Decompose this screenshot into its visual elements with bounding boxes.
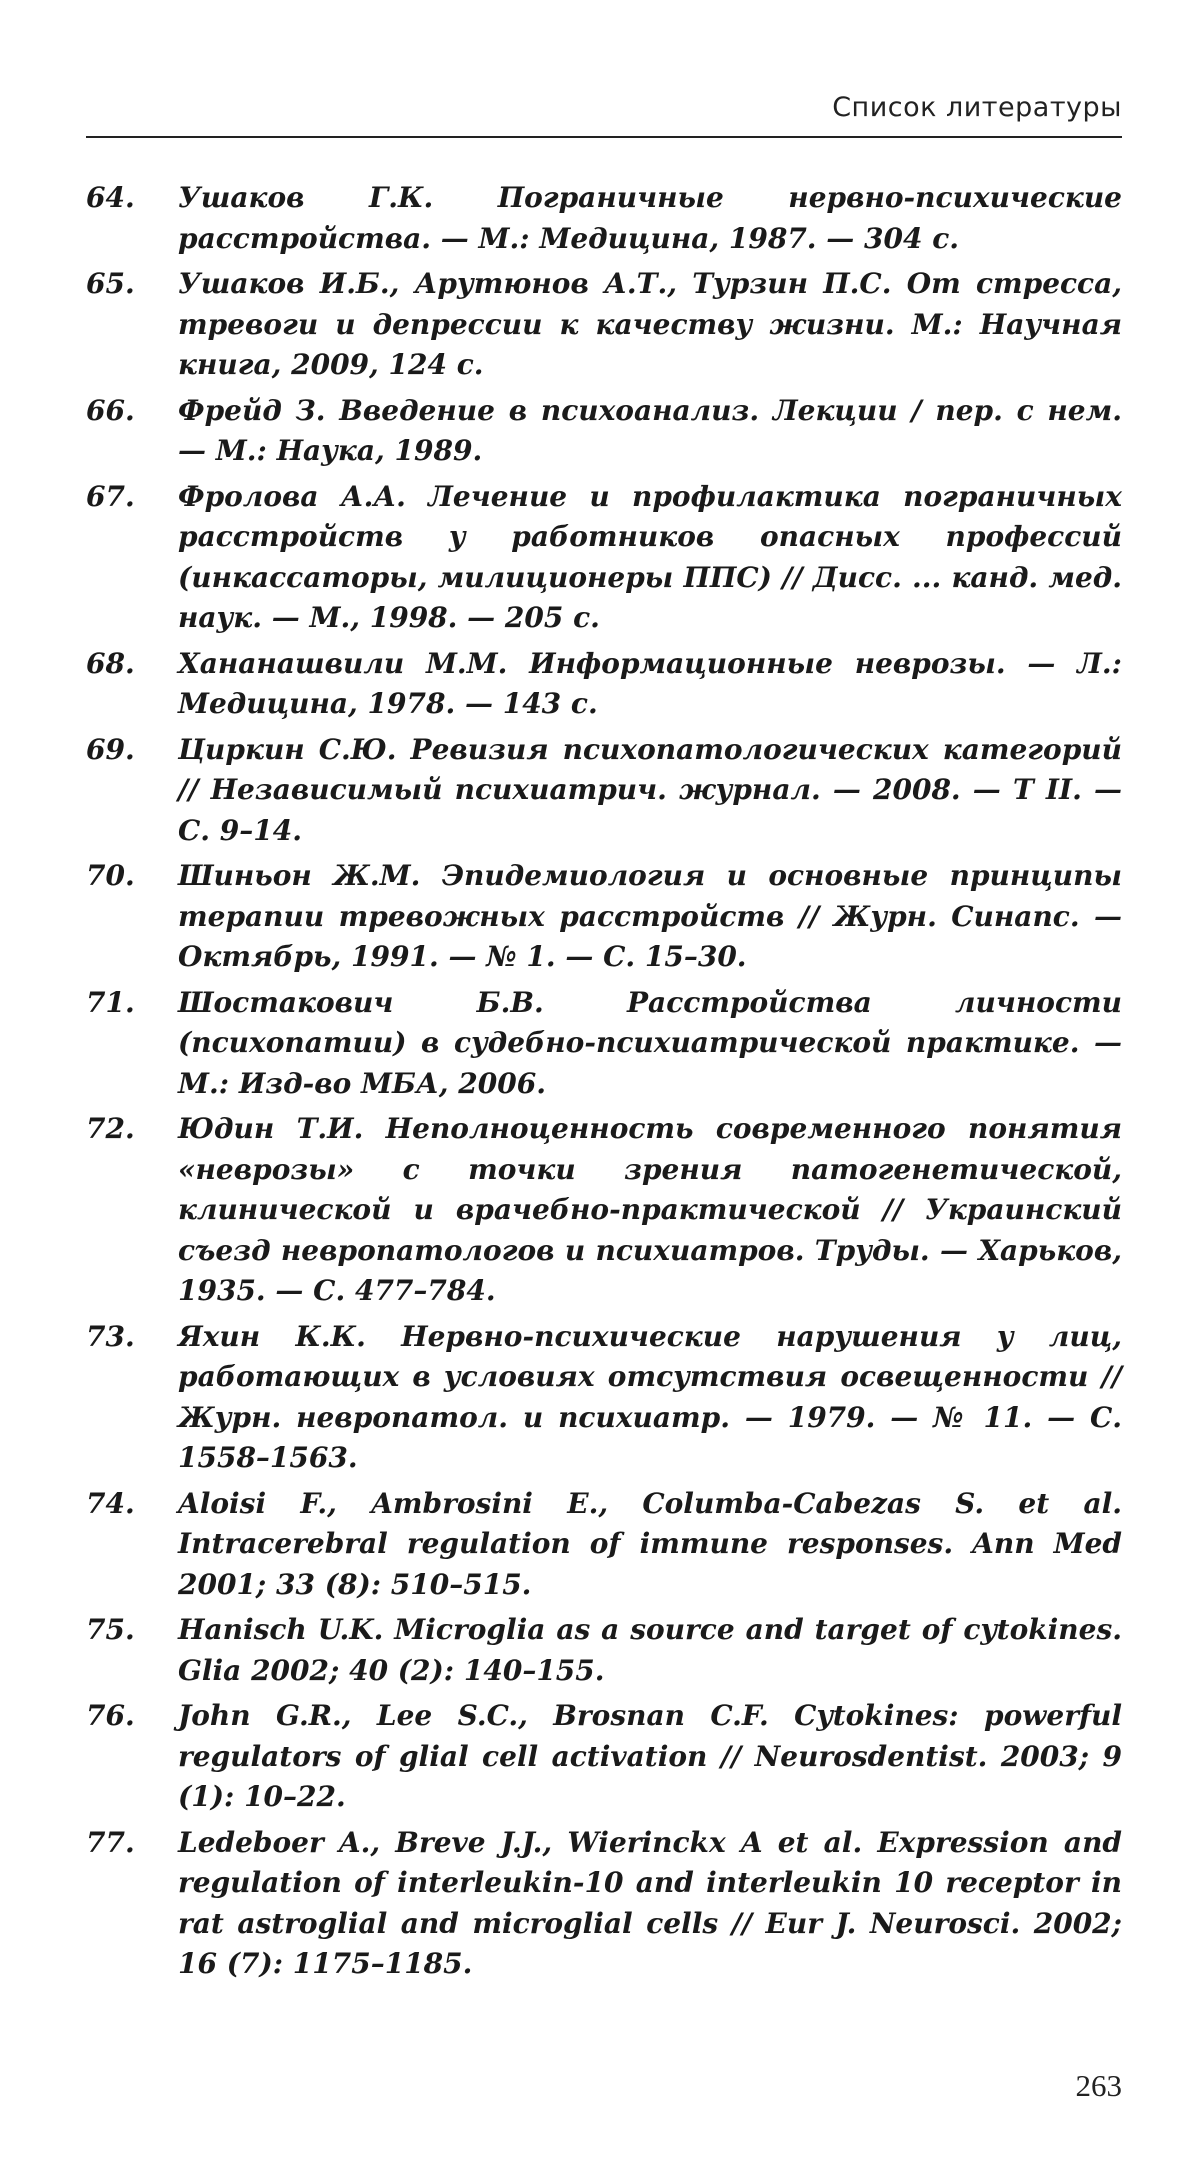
reference-text: Шостакович Б.В. Расстройства личности (психопатии) в судебно-психиатрической практике. — М.: Изд-во МБА, 2006. (178, 985, 1122, 1100)
reference-item (86, 477, 1122, 639)
reference-item (86, 644, 1122, 725)
reference-number: 70. (86, 859, 135, 892)
reference-item (86, 856, 1122, 978)
reference-text: Шиньон Ж.М. Эпидемиология и основные принципы терапии тревожных расстройств // Журн. Синапс. — Октябрь, 1991. — № 1. — С. 15–30. (178, 859, 1122, 973)
reference-text: Фролова А.А. Лечение и профилактика пограничных расстройств у работников опасных профессий (инкассаторы, милиционеры ППС) // Дисс. ... канд. мед. наук. — М., 1998. — 205 с. (178, 479, 1122, 634)
reference-number: 77. (86, 1825, 135, 1859)
reference-text: John G.R., Lee S.C., Brosnan C.F. Cytokines: powerful regulators of glial cell activation // Neurosdentist. 2003; 9 (1): 10–22. (178, 1699, 1122, 1813)
reference-number: 69. (86, 732, 135, 766)
page-number: 263 (1075, 2068, 1122, 2103)
reference-text: Яхин К.К. Нервно-психические нарушения у лиц, работающих в условиях отсутствия освещенности // Журн. невропатол. и психиатр. — 1979. — № 11. — С. 1558–1563. (178, 1319, 1122, 1474)
reference-item (86, 391, 1122, 472)
reference-text: Циркин С.Ю. Ревизия психопатологических категорий // Независимый психиатрич. журнал. — 2008. — Т II. — С. 9–14. (178, 732, 1122, 847)
reference-number: 64. (86, 181, 135, 214)
reference-item (86, 1317, 1122, 1479)
reference-list (86, 178, 1122, 1990)
reference-item (86, 1696, 1122, 1818)
reference-item (86, 178, 1122, 259)
reference-text: Ушаков И.Б., Арутюнов А.Т., Турзин П.С. От стресса, тревоги и депрессии к качеству жизни. М.: Научная книга, 2009, 124 с. (178, 267, 1122, 381)
header-rule (86, 136, 1122, 138)
reference-text: Hanisch U.K. Microglia as a source and target of cytokines. Glia 2002; 40 (2): 140–155. (178, 1613, 1122, 1687)
reference-text: Aloisi F., Ambrosini E., Columba-Cabezas S. et al. Intracerebral regulation of immune responses. Ann Med 2001; 33 (8): 510–515. (178, 1486, 1122, 1601)
reference-number: 75. (86, 1613, 135, 1646)
reference-number: 67. (86, 479, 135, 513)
reference-text: Фрейд З. Введение в психоанализ. Лекции / пер. с нем. — М.: Наука, 1989. (178, 393, 1122, 467)
reference-item (86, 1109, 1122, 1312)
reference-item (86, 730, 1122, 852)
reference-number: 71. (86, 985, 135, 1019)
reference-number: 73. (86, 1319, 135, 1353)
reference-text: Юдин Т.И. Неполноценность современного понятия «неврозы» с точки зрения патогенетической, клинической и врачебно-практической // Украинский съезд невропатологов и психиатров. Труды. — Харьков, 1935. — С. 477–784. (178, 1112, 1122, 1307)
reference-text: Хананашвили М.М. Информационные неврозы. — Л.: Медицина, 1978. — 143 с. (178, 646, 1122, 720)
reference-item (86, 1610, 1122, 1691)
reference-number: 74. (86, 1486, 135, 1520)
reference-text: Ledeboer A., Breve J.J., Wierinckx A et al. Expression and regulation of interleukin-10 and interleukin 10 receptor in rat astroglial and microglial cells // Eur J. Neurosci. 2002; 16 (7): 1175–1185. (178, 1825, 1122, 1980)
running-header: Список литературы (832, 92, 1122, 123)
reference-item (86, 264, 1122, 386)
reference-item (86, 1484, 1122, 1606)
reference-number: 72. (86, 1112, 135, 1145)
reference-item (86, 1823, 1122, 1985)
reference-text: Ушаков Г.К. Пограничные нервно-психические расстройства. — М.: Медицина, 1987. — 304 с. (178, 181, 1122, 255)
reference-item (86, 983, 1122, 1105)
reference-number: 66. (86, 393, 135, 427)
reference-number: 68. (86, 646, 135, 680)
reference-number: 76. (86, 1699, 135, 1732)
reference-number: 65. (86, 267, 135, 300)
